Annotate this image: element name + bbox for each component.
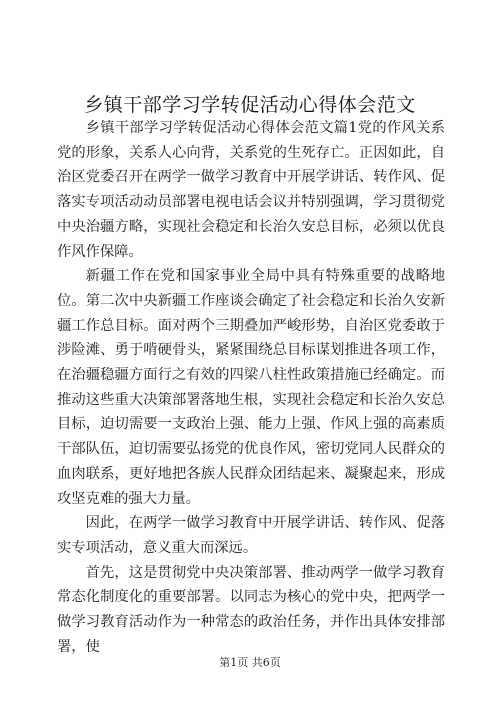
paragraph-2: 新疆工作在党和国家事业全局中具有特殊重要的战略地位。第二次中央新疆工作座谈会确定了社会稳定和长治久安新疆工作总目标。面对两个三期叠加严峻形势，自治区党委敢于涉险滩、勇于啃硬骨头，紧紧围绕总目标谋划推进各项工作，在治疆稳疆方面行之有效的四梁八柱性政策措施已经确定。而推动这些重大决策部署落地生根，实现社会稳定和长治久安总目标，迫切需要一支政治上强、能力上强、作风上强的高素质干部队伍，迫切需要弘扬党的优良作风，密切党同人民群众的血肉联系，更好地把各族人民群众团结起来、凝聚起来，形成攻坚克难的强大力量。 xyxy=(57,268,445,507)
paragraph-1: 乡镇干部学习学转促活动心得体会范文篇1党的作风关系党的形象，关系人心向背，关系党的生死存亡。正因如此，自治区党委召开在两学一做学习教育中开展学讲话、转作风、促落实专项活动动员部署电视电话会议并特别强调，学习贯彻党中央治疆方略，实现社会稳定和长治久安总目标，必须以优良作风作保障。 xyxy=(57,120,445,260)
paragraph-3: 因此，在两学一做学习教育中开展学讲话、转作风、促落实专项活动，意义重大而深远。 xyxy=(57,515,445,556)
paragraph-4: 首先，这是贯彻党中央决策部署、推动两学一做学习教育常态化制度化的重要部署。以同志为核心的党中央，把两学一做学习教育活动作为一种常态的政治任务，并作出具体安排部署，使 xyxy=(57,564,445,655)
document-title: 乡镇干部学习学转促活动心得体会范文 xyxy=(84,94,416,116)
document-body xyxy=(57,116,445,659)
page-number-footer: 第1页 共6页 xyxy=(219,656,281,669)
